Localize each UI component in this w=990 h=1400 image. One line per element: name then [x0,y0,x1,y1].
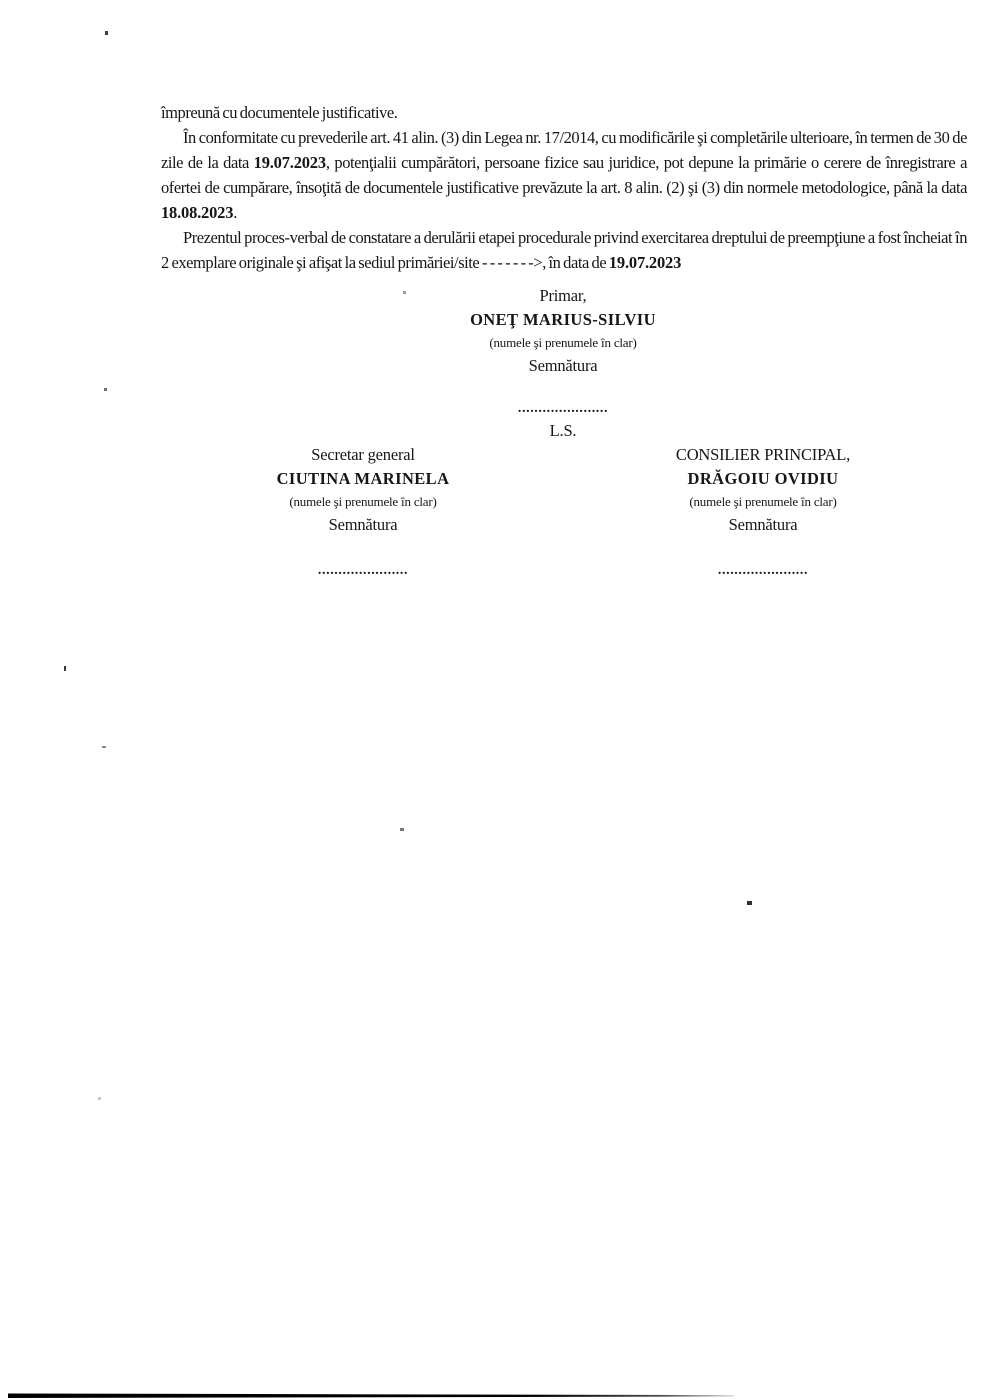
paragraph: Prezentul proces-verbal de constatare a derulării etapei procedurale privind exercitarea dreptului de preempţiune a fost încheiat în 2 exemplare originale şi afişat la sediul primăriei/site - - - - - - ->, în data de 19.07.2023 [161,228,967,272]
secretar-title: Secretar general [311,445,415,464]
scan-speck [102,746,106,748]
primar-signature-label: Semnătura [528,356,598,375]
consilier-title: CONSILIER PRINCIPAL, [675,445,851,464]
consilier-signature-dotted-line: ...................... [717,563,809,578]
scan-speck [64,666,66,671]
seal-place-label: L.S. [549,421,577,440]
scan-speck [400,828,404,831]
paragraph: împreună cu documentele justificative. [161,103,398,122]
scan-speck [747,901,752,905]
consilier-signature-label: Semnătura [728,515,798,534]
secretar-signature-label: Semnătura [328,515,398,534]
paragraph: În conformitate cu prevederile art. 41 alin. (3) din Legea nr. 17/2014, cu modificările şi completările ulterioare, în termen de 30 de zile de la data 19.07.2023, potenţialii cumpărători, persoane fizice sau juridice, pot depune la primărie o cerere de înregistrare a ofertei de cumpărare, însoţită de documentele justificative prevăzute la art. 8 alin. (2) şi (3) din normele metodologice, până la data 18.08.2023. [161,128,967,222]
primar-name-note: (numele şi prenumele în clar) [489,335,637,350]
secretar-name: CIUTINA MARINELA [276,469,450,488]
scan-speck [98,1097,101,1100]
scan-speck [104,388,107,391]
consilier-name: DRĂGOIU OVIDIU [687,469,839,488]
signature-block-consilier [612,443,914,581]
scan-speck [105,31,108,35]
secretar-signature-dotted-line: ...................... [317,563,409,578]
scan-edge-artifact [8,1393,734,1398]
signature-block-secretar [212,443,514,581]
consilier-name-note: (numele şi prenumele în clar) [689,494,837,509]
primar-signature-dotted-line: ...................... [517,401,609,416]
secretar-name-note: (numele şi prenumele în clar) [289,494,437,509]
primar-title: Primar, [539,286,587,305]
primar-name: ONEŢ MARIUS-SILVIU [470,310,656,329]
signature-block-primar [412,284,714,443]
scan-speck [403,291,406,294]
document-body [161,100,967,275]
